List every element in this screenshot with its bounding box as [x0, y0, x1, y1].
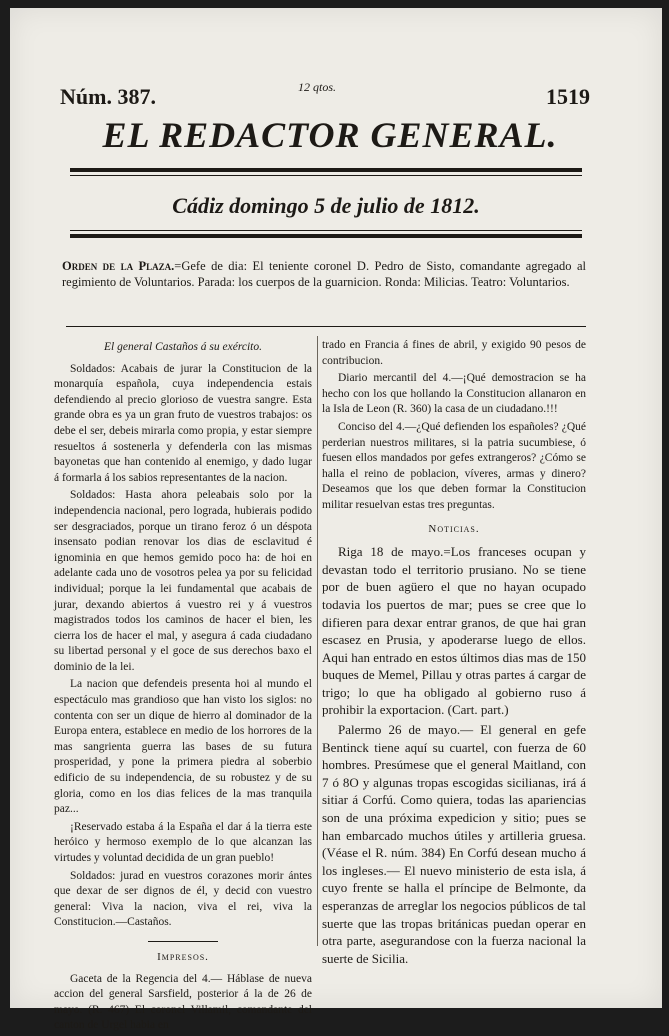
orden-heading: Orden de la Plaza. — [62, 259, 175, 273]
conciso: Conciso del 4.—¿Qué defienden los españoles? ¿Qué perderian nuestros militares, si la patria sucumbiese, ó fuesen ellos mandados por gefes extrangeros? ¿Cómo se halla el reino de poblacion, víveres, armas y dinero? Deseamos que los que deben formar la Constitucion militar resuelvan estas tres preguntas. — [322, 420, 586, 511]
section-divider — [148, 941, 218, 942]
right-column — [322, 338, 586, 969]
paragraph: ¡Reservado estaba á la España el dar á la tierra este heróico y hermoso exemplo de lo que alcanzan las virtudes y voluntad decidida de un gran pueblo! — [54, 820, 312, 864]
title-rule-top — [70, 168, 582, 172]
page-number: 1519 — [546, 84, 590, 109]
paragraph: Soldados: Hasta ahora peleabais solo por la independencia nacional, pero lograda, hubierais podido ser desgraciados, porque un tirano feroz ó un déspota insensato podian renovar los dias de esclavitud é ignominia en que hemos gemido poco ha: de hoi en adelante cada uno de vosotros pelea ya por su felicidad individual; porque la lei fundamental que acabais de jurar, dexando abiertos á vuestro rei y á vuestros magistrados todos los caminos de hacer el bien, les cierra los de hacer el mal, y asegura á cada ciudadano su libertad personal y el goce de sus derechos baxo el dominio de la lei. — [54, 489, 312, 673]
palermo-news: Palermo 26 de mayo.— El general en gefe Bentinck tiene aquí su cuartel, con fuerza de 60 hombres. Presúmese que el general Maitland, con 7 ó 8O y algunas tropas escogidas sicilianas, irá á sitiar á Corfú. Como quiera, todas las apariencias son de una próxima expedicion y sitio; pues se han embarcado muchos útiles y artilleria gruesa. (Véase el R. núm. 384) En Corfú desean mucho á los ingleses.— El nuevo ministerio de esta isla, á cuyo frente se halla el príncipe de Belmonte, da esperanzas de arreglar los negocios públicos de tal suerte que las tropas británicas puedan operar en otra parte, asegurandose con la fuerza nacional la suerte de Sicilia. — [322, 722, 586, 966]
orden-de-la-plaza — [62, 258, 586, 290]
paragraph: Soldados: jurad en vuestros corazones morir ántes que dexar de ser dignos de él, y decid con vuestro general: Viva la nacion, viva el rei, viva la Constitucion.—Castaños. — [54, 869, 312, 929]
orden-text: =Gefe de dia: El teniente coronel D. Pedro de Sisto, comandante agregado al regimiento de Voluntarios. Parada: los cuerpos de la guarnicion. Ronda: Milicias. Teatro: Voluntarios. — [62, 259, 586, 289]
castanos-heading: El general Castaños á su exército. — [104, 341, 262, 353]
issue-price: 12 qtos. — [298, 80, 337, 94]
newspaper-page — [10, 8, 662, 1032]
date-rule-thin — [70, 230, 582, 231]
title-rule-thin — [70, 175, 582, 176]
left-column — [54, 338, 312, 1036]
noticias-heading: Noticias. — [428, 522, 480, 535]
dateline: Cádiz domingo 5 de julio de 1812. — [172, 193, 480, 218]
riga-news: Riga 18 de mayo.=Los franceses ocupan y devastan todo el territorio prusiano. No se tiene por de buen agüero el que no hayan ocupado todavia los puertos de mar; pues se cree que lo difieren para dexar entrar granos, de que hai gran escasez en Prusia, y apoderarse luego de ellos. Aqui han entrado en estos últimos dias mas de 150 buques de Memel, Pillau y otras partes á cargar de trigo; lo que ha obligado al gobierno ruso á prohibir la exportacion. (Cart. part.) — [322, 544, 586, 718]
newspaper-title: EL REDACTOR GENERAL. — [102, 115, 558, 155]
paragraph: Soldados: Acabais de jurar la Constitucion de la monarquía española, cuya independencia estais defendiendo al precio glorioso de vuestra sangre. Esta grande obra es ya un gran fruto de vuestros trabajos: os debe el ser, debeis mirarla como propia, y estar siempre resueltos á sostenerla y defenderla con las mismas bayonetas que han contenido al enemigo, y dado lugar á formarla á los sabios representantes de la nacion. — [54, 362, 312, 484]
issue-number: Núm. 387. — [60, 84, 156, 109]
orden-rule — [66, 326, 586, 327]
continuation-text: trado en Francia á fines de abril, y exigido 90 pesos de contribucion. — [322, 339, 586, 367]
diario-mercantil: Diario mercantil del 4.—¡Qué demostracion se ha hecho con los que hollando la Constitucion allanaron en la Isla de Leon (R. 360) la casa de un ciudadano.!!! — [322, 372, 586, 416]
impresos-heading: Impresos. — [157, 950, 209, 963]
date-rule-thick — [70, 234, 582, 238]
column-rule — [317, 336, 318, 946]
paragraph: La nacion que defendeis presenta hoi al mundo el espectáculo mas grandioso que han visto los siglos: no contenta con ser un dique de hierro al dominador de la Europa entera, establece en medio de los horrores de la mas sangrienta guerra las bases de su futura prosperidad, y pone la primera piedra al soberbio edificio de su independencia, de su robustez y de su gloria, como en los dias felices de la mas tranquila paz... — [54, 678, 312, 816]
impresos-text: Gaceta de la Regencia del 4.— Háblase de nueva accion del general Sarsfield, posterior á la de 26 de mayo. (R. 467) El coronel Villamil, comandante del canton de Urgel habia en — [54, 972, 312, 1032]
